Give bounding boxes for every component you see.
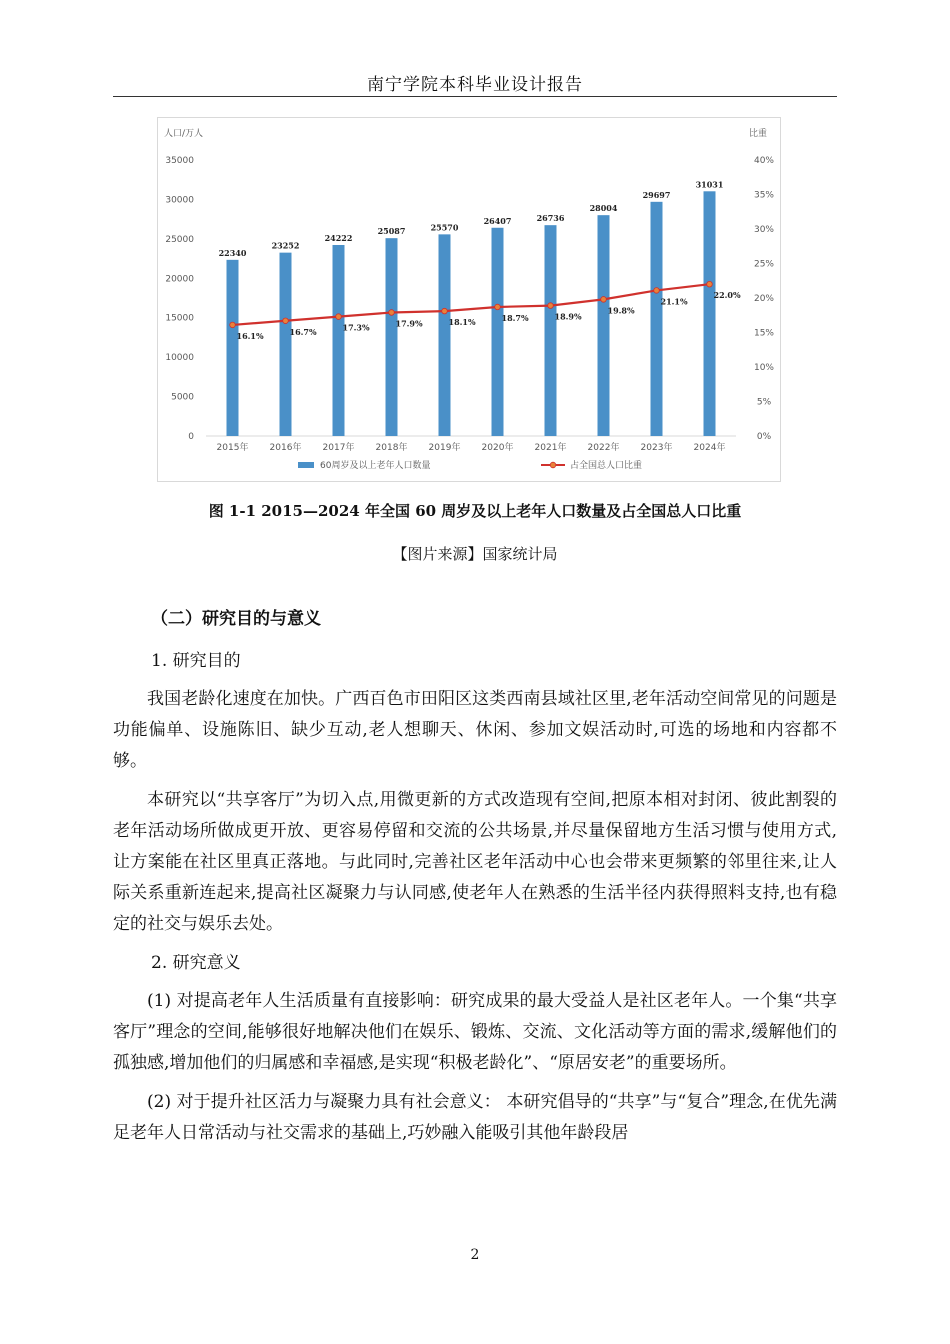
bar-data-label: 24222 xyxy=(324,232,353,243)
figure-source: 【图片来源】国家统计局 xyxy=(392,545,558,563)
subheading-research-purpose: 1. 研究目的 xyxy=(151,651,241,671)
x-tick-label: 2022年 xyxy=(587,443,620,453)
y2-tick-label: 10% xyxy=(753,363,775,373)
paragraph: 本研究以“共享客厅”为切入点,用微更新的方式改造现有空间,把原本相对封闭、彼此割裂的老年活动场所做成更开放、更容易停留和交流的公共场景,并尽量保留地方生活习惯与使用方式,让方案能在社区里真正落地。与此同时,完善社区老年活动中心也会带来更频繁的邻里往来,让人际关系重新连起来,提高社区凝聚力与认同感,使老年人在熟悉的生活半径内获得照料支持,也有稳定的社交与娱乐去处。 xyxy=(113,790,837,934)
x-tick-label: 2024年 xyxy=(693,443,726,453)
line-point xyxy=(230,322,236,328)
x-tick-label: 2015年 xyxy=(216,443,249,453)
y2-tick-label: 25% xyxy=(753,259,775,270)
bar-data-label: 26736 xyxy=(536,213,565,224)
body-text xyxy=(113,604,837,1157)
page-header: 南宁学院本科毕业设计报告 xyxy=(367,75,583,95)
y-tick-label: 5000 xyxy=(171,392,194,403)
y2-tick-label: 30% xyxy=(753,225,775,235)
y-tick-label: 35000 xyxy=(165,156,194,166)
y2-axis-title: 比重 xyxy=(748,129,768,139)
bar-data-label: 22340 xyxy=(218,247,247,258)
line-data-label: 21.1% xyxy=(660,296,688,307)
y2-tick-label: 5% xyxy=(756,397,772,408)
y2-tick-label: 40% xyxy=(753,156,775,166)
line-data-label: 18.7% xyxy=(501,312,529,323)
bar-data-label: 23252 xyxy=(271,240,300,251)
page-number: 2 xyxy=(470,1247,480,1263)
y2-tick-label: 0% xyxy=(756,432,772,442)
legend-marker-line xyxy=(550,462,556,468)
bar xyxy=(386,238,398,436)
population-chart xyxy=(158,118,780,481)
header-rule xyxy=(113,96,837,97)
section-title: （二）研究目的与意义 xyxy=(151,609,321,629)
line-data-label: 19.8% xyxy=(607,305,635,316)
line-data-label: 17.9% xyxy=(395,318,423,329)
figure-caption: 图 1-1 2015—2024 年全国 60 周岁及以上老年人口数量及占全国总人口比重 xyxy=(208,502,742,520)
bar xyxy=(439,234,451,436)
y-tick-label: 25000 xyxy=(165,234,194,245)
y-axis-title: 人口/万人 xyxy=(164,129,204,139)
y-tick-label: 10000 xyxy=(165,353,194,364)
x-tick-label: 2018年 xyxy=(375,443,408,453)
line-data-label: 16.7% xyxy=(289,326,317,337)
bar-data-label: 26407 xyxy=(483,215,512,226)
paragraph: 我国老龄化速度在加快。广西百色市田阳区这类西南县域社区里,老年活动空间常见的问题是功能偏单、设施陈旧、缺少互动,老人想聊天、休闲、参加文娱活动时,可选的场地和内容都不够。 xyxy=(113,689,837,771)
line-point xyxy=(601,297,607,303)
line-data-label: 17.3% xyxy=(342,322,370,333)
bar xyxy=(280,253,292,436)
bar xyxy=(333,245,345,436)
bar xyxy=(227,260,239,436)
y2-tick-label: 15% xyxy=(753,328,775,339)
line-point xyxy=(707,281,713,287)
paragraph: (1) 对提高老年人生活质量有直接影响：研究成果的最大受益人是社区老年人。一个集“共享客厅”理念的空间,能够很好地解决他们在娱乐、锻炼、交流、文化活动等方面的需求,缓解他们的孤独感,增加他们的归属感和幸福感,是实现“积极老龄化”、“原居安老”的重要场所。 xyxy=(113,991,837,1073)
paragraph: (2) 对于提升社区活力与凝聚力具有社会意义： 本研究倡导的“共享”与“复合”理念,在优先满足老年人日常活动与社交需求的基础上,巧妙融入能吸引其他年龄段居 xyxy=(113,1092,837,1143)
x-tick-label: 2020年 xyxy=(481,443,514,453)
line-point xyxy=(654,288,660,294)
y-tick-label: 15000 xyxy=(165,313,194,324)
line-point xyxy=(495,304,501,310)
y-tick-label: 20000 xyxy=(165,274,194,285)
x-tick-label: 2023年 xyxy=(640,443,673,453)
x-tick-label: 2019年 xyxy=(428,443,461,453)
y2-tick-label: 35% xyxy=(753,190,775,201)
legend-swatch-bars xyxy=(298,462,314,468)
bar xyxy=(545,225,557,436)
line-point xyxy=(283,318,289,324)
legend-label-line: 占全国总人口比重 xyxy=(570,461,643,471)
y2-tick-label: 20% xyxy=(753,294,775,304)
line-data-label: 22.0% xyxy=(713,290,741,301)
bar-data-label: 28004 xyxy=(589,203,618,214)
line-data-label: 18.1% xyxy=(448,317,476,328)
line-point xyxy=(548,303,554,309)
bar xyxy=(492,228,504,436)
bar-data-label: 25570 xyxy=(430,222,459,233)
x-tick-label: 2017年 xyxy=(322,443,355,453)
line-data-label: 18.9% xyxy=(554,311,582,322)
bar xyxy=(598,215,610,436)
y-tick-label: 0 xyxy=(188,432,194,442)
line-data-label: 16.1% xyxy=(236,330,264,341)
bar-data-label: 29697 xyxy=(642,189,671,200)
x-tick-label: 2021年 xyxy=(534,443,567,453)
line-point xyxy=(442,308,448,314)
chart-figure xyxy=(157,117,781,482)
line-point xyxy=(336,314,342,320)
bar-data-label: 25087 xyxy=(377,226,406,237)
bar xyxy=(704,191,716,436)
bar xyxy=(651,202,663,436)
subheading-research-significance: 2. 研究意义 xyxy=(151,953,241,973)
x-tick-label: 2016年 xyxy=(269,443,302,453)
line-point xyxy=(389,310,395,316)
bar-data-label: 31031 xyxy=(695,179,724,190)
y-tick-label: 30000 xyxy=(165,195,194,206)
legend-label-bars: 60周岁及以上老年人口数量 xyxy=(320,461,431,471)
